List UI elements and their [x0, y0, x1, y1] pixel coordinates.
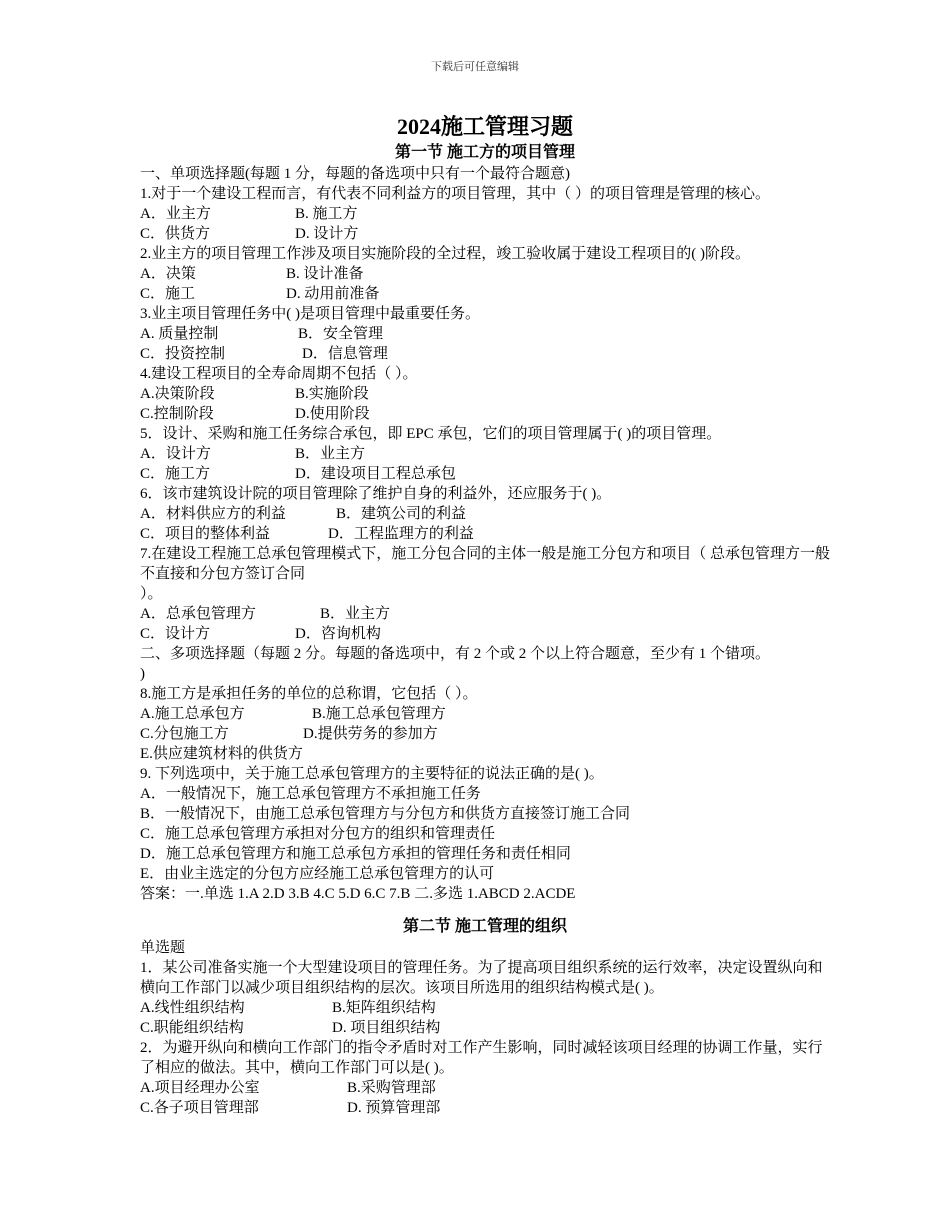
section-2-question-1-options-row-2	[140, 1018, 830, 1038]
part-heading-single-choice: 一、单项选择题(每题 1 分，每题的备选项中只有一个最符合题意)	[140, 166, 570, 182]
option-c: C．施工	[140, 286, 196, 302]
question-5-options-row-1	[140, 444, 830, 464]
question-3: 3.业主项目管理任务中( )是项目管理中最重要任务。	[140, 306, 480, 322]
option-a: A．材料供应方的利益	[140, 506, 286, 522]
question-1: 1.对于一个建设工程而言，有代表不同利益方的项目管理，其中（ ）的项目管理是管理的核心。	[140, 186, 771, 202]
option-d: D．工程监理方的利益	[328, 526, 474, 542]
question-6-options-row-2	[140, 524, 830, 544]
option-d: D．咨询机构	[295, 626, 381, 642]
option-b: B. 设计准备	[286, 266, 364, 282]
option-a: A.项目经理办公室	[140, 1080, 260, 1096]
section-2-question-1: 1．某公司准备实施一个大型建设项目的管理任务。为了提高项目组织系统的运行效率，决定设置纵向和横向工作部门以减少项目组织结构的层次。该项目所选用的组织结构模式是( )。	[140, 960, 823, 996]
question-4-options-row-1	[140, 384, 830, 404]
question-9-option-e: E．由业主选定的分包方应经施工总承包管理方的认可	[140, 866, 495, 882]
question-2: 2.业主方的项目管理工作涉及项目实施阶段的全过程，竣工验收属于建设工程项目的( )阶段。	[140, 246, 750, 262]
section-2-question-2: 2．为避开纵向和横向工作部门的指令矛盾时对工作产生影响，同时减轻该项目经理的协调工作量，实行了相应的做法。其中，横向工作部门可以是( )。	[140, 1040, 823, 1076]
part-heading-single-choice-2: 单选题	[140, 940, 186, 956]
page-header: 下载后可任意编辑	[431, 61, 519, 73]
question-8-options-row-2	[140, 724, 830, 744]
option-b: B.实施阶段	[295, 386, 369, 402]
option-c: C.控制阶段	[140, 406, 214, 422]
section-2-question-2-options-row-2	[140, 1098, 830, 1118]
question-9-option-d: D．施工总承包管理方和施工总承包方承担的管理任务和责任相同	[140, 846, 571, 862]
question-1-options-row-1	[140, 204, 830, 224]
option-a: A. 质量控制	[140, 326, 219, 342]
option-d: D.提供劳务的参加方	[303, 726, 438, 742]
document-body	[140, 112, 830, 1118]
question-2-options-row-2	[140, 284, 830, 304]
section-2-question-2-options-row-1	[140, 1078, 830, 1098]
section-heading-1: 第一节 施工方的项目管理	[394, 144, 575, 161]
option-b: B.施工总承包管理方	[312, 706, 446, 722]
question-7: 7.在建设工程施工总承包管理模式下，施工分包合同的主体一般是施工分包方和项目（ 总承包管理方一般不直接和分包方签订合同	[140, 546, 831, 582]
question-9: 9. 下列选项中，关于施工总承包管理方的主要特征的说法正确的是( )。	[140, 766, 604, 782]
question-4: 4.建设工程项目的全寿命周期不包括（ ）。	[140, 366, 418, 382]
option-a: A．总承包管理方	[140, 606, 256, 622]
option-b: B．建筑公司的利益	[336, 506, 467, 522]
question-9-option-b: B．一般情况下，由施工总承包管理方与分包方和供货方直接签订施工合同	[140, 806, 631, 822]
question-5-options-row-2	[140, 464, 830, 484]
question-7-options-row-2	[140, 624, 830, 644]
option-d: D．建设项目工程总承包	[295, 466, 456, 482]
question-6: 6．该市建筑设计院的项目管理除了维护自身的利益外，还应服务于( )。	[140, 486, 612, 502]
option-d: D. 动用前准备	[286, 286, 380, 302]
question-2-options-row-1	[140, 264, 830, 284]
question-3-options-row-2	[140, 344, 830, 364]
option-c: C.职能组织结构	[140, 1020, 244, 1036]
document-title: 2024施工管理习题	[396, 114, 573, 139]
question-7-end: ）。	[140, 586, 163, 602]
section-2-question-1-options-row-1	[140, 998, 830, 1018]
option-a: A.线性组织结构	[140, 1000, 245, 1016]
option-a: A．业主方	[140, 206, 211, 222]
option-c: C．项目的整体利益	[140, 526, 271, 542]
question-9-option-c: C．施工总承包管理方承担对分包方的组织和管理责任	[140, 826, 496, 842]
option-c: C.各子项目管理部	[140, 1100, 259, 1116]
option-b: B.矩阵组织结构	[332, 1000, 436, 1016]
option-c: C．施工方	[140, 466, 211, 482]
question-6-options-row-1	[140, 504, 830, 524]
option-a: A.施工总承包方	[140, 706, 245, 722]
option-d: D．信息管理	[302, 346, 388, 362]
option-b: B.采购管理部	[347, 1080, 436, 1096]
question-8-options-row-1	[140, 704, 830, 724]
option-d: D. 预算管理部	[347, 1100, 441, 1116]
question-5: 5．设计、采购和施工任务综合承包，即 EPC 承包，它们的项目管理属于( )的项目管理。	[140, 426, 722, 442]
option-a: A．决策	[140, 266, 196, 282]
part-heading-multiple-choice: 二、多项选择题（每题 2 分。每题的备选项中，有 2 个或 2 个以上符合题意，至少有 1 个错项。	[140, 646, 771, 662]
option-a: A.决策阶段	[140, 386, 215, 402]
section-heading-2: 第二节 施工管理的组织	[402, 918, 567, 935]
option-b: B．业主方	[320, 606, 391, 622]
answer-key: 答案：一.单选 1.A 2.D 3.B 4.C 5.D 6.C 7.B 二.多选 1.ABCD 2.ACDE	[140, 886, 576, 902]
option-b: B．业主方	[295, 446, 366, 462]
option-c: C．投资控制	[140, 346, 226, 362]
question-3-options-row-1	[140, 324, 830, 344]
question-1-options-row-2	[140, 224, 830, 244]
part-heading-multiple-choice-end: )	[140, 666, 145, 682]
option-d: D. 设计方	[295, 226, 359, 242]
question-9-option-a: A．一般情况下，施工总承包管理方不承担施工任务	[140, 786, 481, 802]
question-8-option-e: E.供应建筑材料的供货方	[140, 746, 303, 762]
option-b: B. 施工方	[295, 206, 358, 222]
question-8: 8.施工方是承担任务的单位的总称谓，它包括（ ）。	[140, 686, 478, 702]
option-c: C．设计方	[140, 626, 211, 642]
option-c: C.分包施工方	[140, 726, 229, 742]
option-b: B．安全管理	[298, 326, 384, 342]
option-a: A．设计方	[140, 446, 211, 462]
option-d: D.使用阶段	[295, 406, 370, 422]
option-c: C．供货方	[140, 226, 211, 242]
question-4-options-row-2	[140, 404, 830, 424]
question-7-options-row-1	[140, 604, 830, 624]
option-d: D. 项目组织结构	[332, 1020, 441, 1036]
